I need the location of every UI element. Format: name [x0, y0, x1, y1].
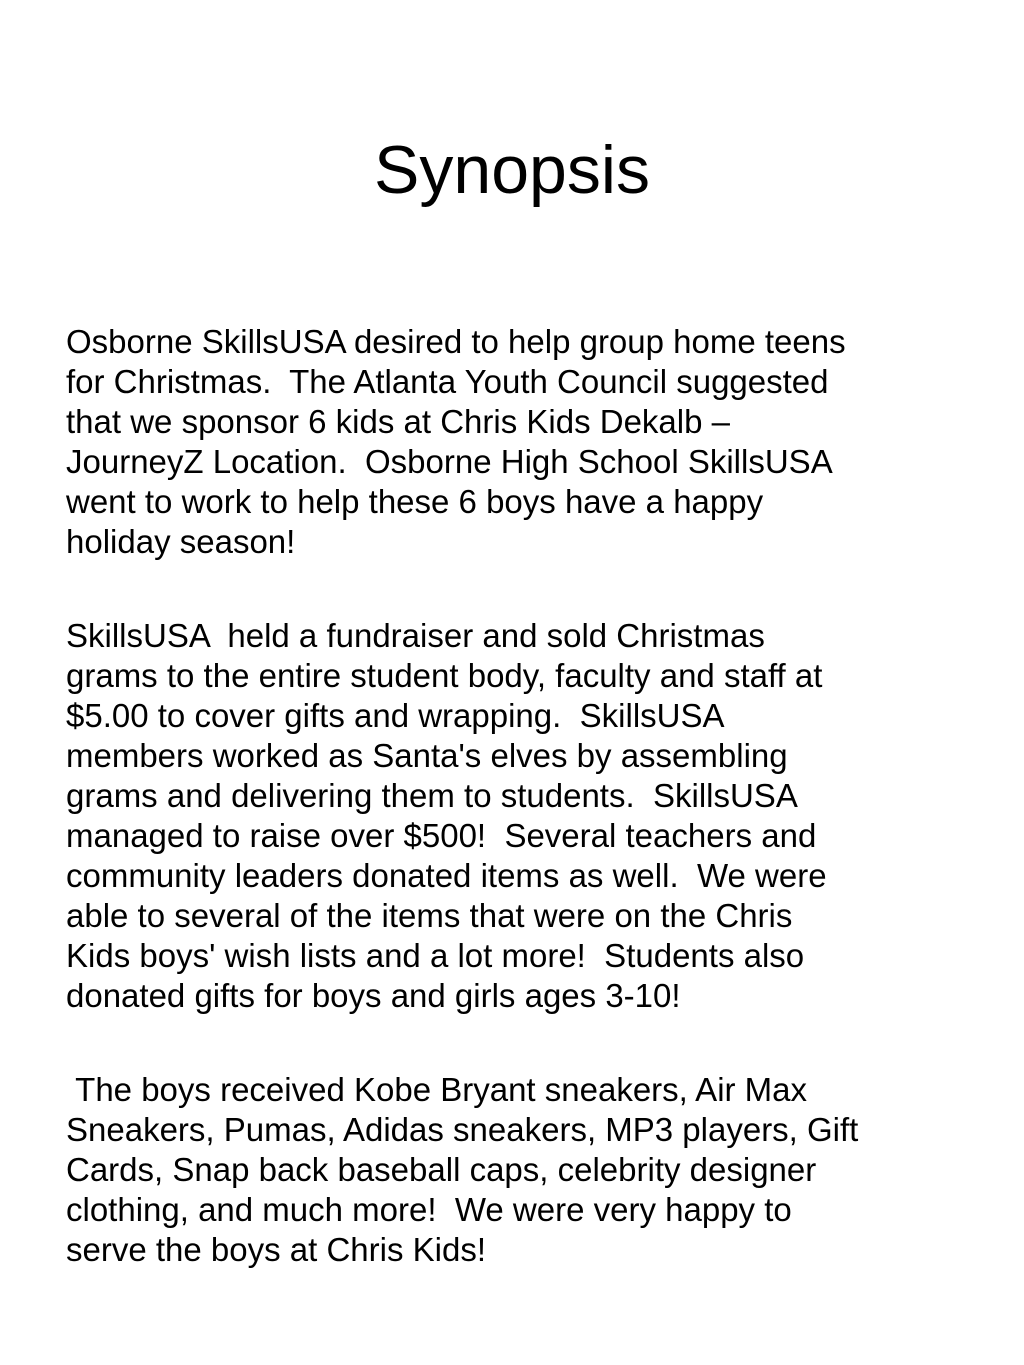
paragraph-fundraiser: SkillsUSA held a fundraiser and sold Christmas grams to the entire student body, faculty and staff at $5.00 to cover gifts and wrapping. SkillsUSA members worked as Santa's elves by assembling grams and delivering them to students. SkillsUSA managed to raise over $500! Several teachers and community leaders donated items as well. We were able to several of the items that were on the Chris Kids boys' wish lists and a lot more! Students also donated gifts for boys and girls ages 3-10!: [66, 617, 827, 1014]
slide-title: Synopsis: [374, 132, 650, 208]
paragraph-intro: Osborne SkillsUSA desired to help group home teens for Christmas. The Atlanta Youth Council suggested that we sponsor 6 kids at Chris Kids Dekalb – JourneyZ Location. Osborne High School SkillsUSA went to work to help these 6 boys have a happy holiday season!: [66, 323, 846, 560]
paragraph-gifts: The boys received Kobe Bryant sneakers, Air Max Sneakers, Pumas, Adidas sneakers, MP3 players, Gift Cards, Snap back baseball caps, celebrity designer clothing, and much more! We were very happy to serve the boys at Chris Kids!: [66, 1071, 859, 1268]
slide-body: [66, 322, 966, 1324]
